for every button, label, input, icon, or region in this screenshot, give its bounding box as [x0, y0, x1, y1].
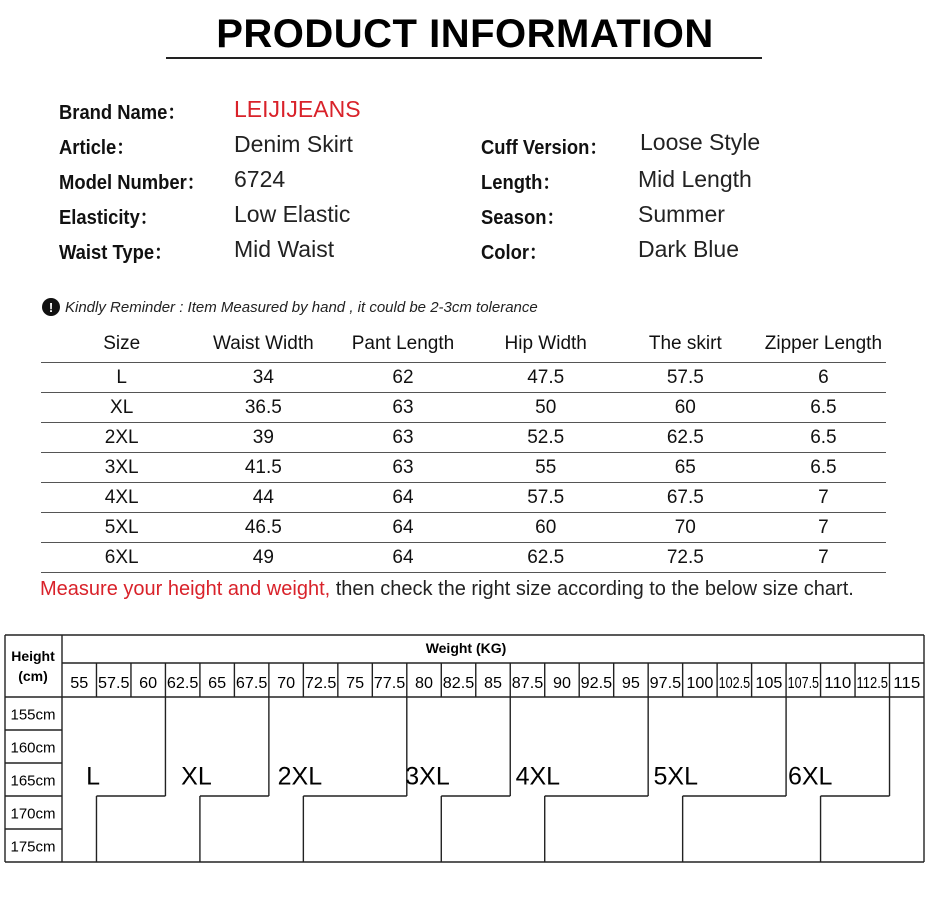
weight-tick-label: 55	[70, 675, 89, 692]
table-cell: 52.5	[482, 423, 610, 453]
height-unit-label: (cm)	[18, 668, 48, 684]
table-row	[41, 483, 886, 513]
height-weight-size-chart	[0, 600, 930, 870]
reminder-bold: Kindly Reminder :	[65, 298, 184, 316]
measurement-table	[41, 326, 886, 573]
col-header-zipper-length: Zipper Length	[761, 326, 886, 363]
weight-tick-label: 60	[139, 675, 158, 692]
table-cell: 72.5	[610, 543, 761, 573]
table-cell: 64	[324, 513, 481, 543]
weight-tick-label: 67.5	[235, 675, 268, 692]
article-value: Denim Skirt	[234, 131, 353, 157]
height-tick-label: 155cm	[10, 706, 56, 724]
weight-tick-label: 105	[755, 675, 783, 692]
weight-tick-label: 95	[621, 675, 641, 692]
table-cell: XL	[41, 393, 202, 423]
table-cell: 7	[761, 483, 886, 513]
weight-tick-label: 85	[484, 675, 503, 692]
model-number-value: 6724	[234, 166, 286, 192]
size-zone-label: XL	[181, 762, 212, 791]
height-tick-label: 175cm	[10, 838, 56, 856]
weight-tick-label: 70	[277, 675, 296, 692]
table-row	[41, 513, 886, 543]
table-cell: 57.5	[482, 483, 610, 513]
weight-tick-label: 107.5	[787, 675, 820, 692]
table-header-row	[41, 326, 886, 363]
weight-tick-label: 80	[415, 675, 434, 692]
col-header-the-skirt: The skirt	[610, 326, 761, 363]
reminder-note	[42, 298, 538, 316]
height-tick-label: 160cm	[10, 739, 56, 757]
weight-tick-label: 115	[893, 675, 921, 692]
table-cell: 57.5	[610, 363, 761, 393]
size-zone-label: 3XL	[405, 762, 450, 791]
size-zone-label: 5XL	[653, 762, 698, 791]
elasticity-label: Elasticity：	[59, 207, 159, 229]
weight-tick-label: 100	[686, 675, 714, 692]
size-zone-label: 6XL	[787, 762, 833, 791]
table-row	[41, 393, 886, 423]
table-cell: 36.5	[202, 393, 324, 423]
height-tick-label: 165cm	[10, 772, 56, 790]
table-cell: 34	[202, 363, 324, 393]
season-label: Season：	[481, 207, 565, 229]
table-cell: 60	[610, 393, 761, 423]
season-value: Summer	[638, 201, 725, 227]
table-cell: 64	[324, 483, 481, 513]
page-title: PRODUCT INFORMATION	[216, 12, 714, 56]
measure-note-red: Measure your height and weight,	[40, 578, 331, 600]
table-cell: 5XL	[41, 513, 202, 543]
weight-tick-label: 77.5	[373, 675, 406, 692]
table-cell: 67.5	[610, 483, 761, 513]
table-cell: 2XL	[41, 423, 202, 453]
exclamation-circle-icon: !	[42, 298, 60, 316]
cuff-version-label: Cuff Version：	[481, 137, 608, 159]
brand-name-value: LEIJIJEANS	[234, 96, 361, 122]
size-zone-label: L	[86, 762, 100, 791]
table-cell: 6	[761, 363, 886, 393]
table-cell: 62	[324, 363, 481, 393]
table-cell: 6.5	[761, 453, 886, 483]
col-header-hip-width: Hip Width	[482, 326, 610, 363]
reminder-text: Item Measured by hand , it could be 2-3cm tolerance	[183, 298, 538, 316]
weight-tick-label: 75	[346, 675, 365, 692]
waist-type-value: Mid Waist	[234, 236, 335, 262]
brand-name-label: Brand Name：	[59, 102, 186, 124]
table-cell: 60	[482, 513, 610, 543]
table-cell: 3XL	[41, 453, 202, 483]
table-cell: 46.5	[202, 513, 324, 543]
cuff-version-value: Loose Style	[640, 129, 761, 155]
weight-tick-label: 62.5	[166, 675, 199, 692]
weight-tick-label: 72.5	[304, 675, 337, 692]
model-number-label: Model Number：	[59, 172, 206, 194]
table-cell: 70	[610, 513, 761, 543]
size-zone-label: 2XL	[277, 762, 323, 791]
table-row	[41, 543, 886, 573]
table-cell: 63	[324, 423, 481, 453]
measure-note	[40, 578, 854, 601]
article-label: Article：	[59, 137, 135, 159]
title-underline	[166, 57, 762, 59]
table-cell: 63	[324, 393, 481, 423]
weight-tick-label: 92.5	[580, 675, 613, 692]
col-header-waist-width: Waist Width	[202, 326, 324, 363]
length-value: Mid Length	[638, 166, 752, 192]
length-label: Length：	[481, 172, 561, 194]
measure-note-black: then check the right size according to the below size chart.	[330, 578, 854, 600]
table-cell: 62.5	[610, 423, 761, 453]
table-cell: 39	[202, 423, 324, 453]
height-label: Height	[11, 648, 55, 664]
table-row	[41, 363, 886, 393]
weight-tick-label: 90	[552, 675, 572, 692]
col-header-pant-length: Pant Length	[324, 326, 481, 363]
table-cell: 4XL	[41, 483, 202, 513]
table-cell: 6XL	[41, 543, 202, 573]
weight-tick-label: 112.5	[856, 675, 889, 692]
table-cell: 65	[610, 453, 761, 483]
color-label: Color：	[481, 242, 548, 264]
table-cell: 63	[324, 453, 481, 483]
weight-tick-label: 57.5	[97, 675, 130, 692]
table-cell: 7	[761, 543, 886, 573]
height-tick-label: 170cm	[10, 805, 56, 823]
table-row	[41, 423, 886, 453]
table-cell: 49	[202, 543, 324, 573]
col-header-size: Size	[41, 326, 202, 363]
weight-label: Weight (KG)	[425, 640, 507, 656]
table-cell: 62.5	[482, 543, 610, 573]
weight-tick-label: 82.5	[442, 675, 475, 692]
table-cell: 41.5	[202, 453, 324, 483]
weight-tick-label: 87.5	[511, 675, 544, 692]
waist-type-label: Waist Type：	[59, 242, 173, 264]
weight-tick-label: 97.5	[649, 675, 682, 692]
table-cell: 6.5	[761, 393, 886, 423]
weight-tick-label: 102.5	[718, 675, 751, 692]
color-value: Dark Blue	[638, 236, 739, 262]
table-cell: 7	[761, 513, 886, 543]
table-cell: 6.5	[761, 423, 886, 453]
table-cell: 44	[202, 483, 324, 513]
table-cell: 47.5	[482, 363, 610, 393]
size-zone-label: 4XL	[515, 762, 561, 791]
table-cell: 55	[482, 453, 610, 483]
weight-tick-label: 65	[208, 675, 227, 692]
weight-tick-label: 110	[824, 675, 852, 692]
elasticity-value: Low Elastic	[234, 201, 351, 227]
table-row	[41, 453, 886, 483]
table-cell: 50	[482, 393, 610, 423]
table-cell: L	[41, 363, 202, 393]
table-cell: 64	[324, 543, 481, 573]
